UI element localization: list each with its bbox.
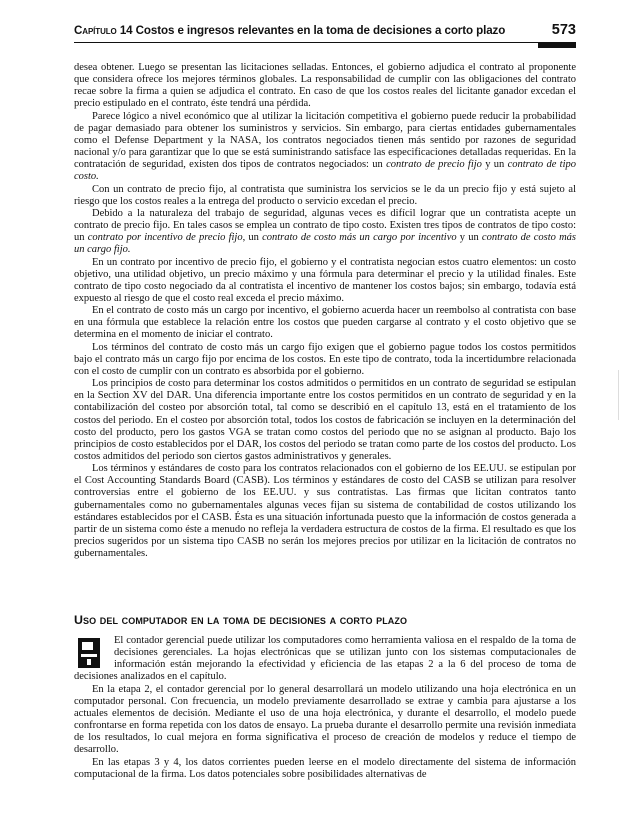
section-paragraph: En las etapas 3 y 4, los datos corrientes pueden leerse en el modelo directamente del sistema de información computacional de la firma. Los datos potenciales sobre posibilidades alternativas de — [74, 756, 576, 780]
text-run: Con un contrato de precio fijo, al contratista que suministra los servicios se le da un precio fijo y está sujeto al riesgo que los costos reales a la entrega del producto o servicio excedan el precio. — [74, 183, 576, 207]
section-heading: Uso del computador en la toma de decisiones a corto plazo — [74, 613, 408, 627]
text-run: Los términos y estándares de costo para los contratos relacionados con el gobierno de los EE.UU. se estipulan por el Cost Accounting Standards Board (CASB). Los términos y estándares de costo del CASB se utilizan para resolver controversias entre el gobierno de los EE.UU. y sus contratistas. Las firmas que licitan contratos tanto gubernamentales como no gubernamentales algunas veces fijan su sistema de contabilidad de costos utilizando los estándares establecidos por el CASB. Ésta es una situación infortunada puesto que la información de costos generada a partir de un sistema como éste a menudo no refleja la verdadera estructura de costos de la firma. El resultado es que los precios sugeridos por un sistema tipo CASB no serán los mejores precios por utilizar en la licitación de contratos no gubernamentales. — [74, 463, 576, 560]
chapter-number: 14 — [119, 24, 133, 37]
body-paragraph — [74, 62, 576, 111]
body-paragraph — [74, 257, 576, 306]
running-header — [74, 22, 576, 44]
body-paragraph — [74, 305, 576, 341]
italic-term: contrato de precio fijo — [386, 159, 482, 171]
italic-term: contrato de costo más un cargo fijo. — [74, 232, 577, 256]
body-paragraph — [74, 184, 576, 208]
text-run: En un contrato por incentivo de precio fijo, el gobierno y el contratista negocian estos cuatro elementos: un costo objetivo, una utilidad objetivo, un precio máximo y una fórmula para determinar el precio y la utilidad finales. Este contrato de tipo costo negociado da al contratista el incentivo de mantener los costos bajos; sin embargo, todavía está expuesto al riesgo de que el costo real exceda el precio máximo. — [74, 256, 576, 304]
italic-term: contrato de costo más un cargo por incentivo — [262, 232, 457, 244]
icon-float-spacer — [74, 635, 114, 671]
header-tab-mark — [538, 42, 576, 48]
text-run: Debido a la naturaleza del trabajo de seguridad, algunas veces es difícil lograr que un contratista acepte un contrato de precio fijo. En tales casos se emplea un contrato de tipo costo. Existen tres tipos de contratos de tipo costo: un — [74, 207, 576, 244]
page-number: 573 — [551, 22, 576, 38]
text-run: y un — [456, 232, 482, 244]
section-paragraph: En la etapa 2, el contador gerencial por lo general desarrollará un modelo utilizando una hoja electrónica en un computador personal. Con frecuencia, un modelo previamente desarrollado se extrae y cambia para ajustarse a los actuales elementos de decisión. Mediante el uso de una hoja electrónica, y durante el desarrollo, el modelo puede confrontarse en forma repetida con los datos de ensayo. La prueba durante el desarrollo permite una revisión inmediata de los resultados, lo cual mejora en forma significativa el proceso de creación de modelos y reduce el tiempo de desarrollo. — [74, 683, 576, 756]
italic-term: contrato por incentivo de precio fijo — [87, 232, 243, 244]
chapter-label: Capítulo — [74, 24, 117, 37]
text-run: Parece lógico a nivel económico que al utilizar la licitación competitiva el gobierno puede reducir la probabilidad de pagar demasiado para obtener los suministros y servicios. Sin embargo, para ciertas entidades gubernamentales como el Defense Department y la NASA, los contratos negociados tienen más sentido por razones de seguridad nacional y/o para garantizar que lo que se está suministrando satisface las especificaciones detalladas requeridas. En la contratación de seguridad, existen dos tipos de contratos negociados: un — [74, 110, 576, 171]
section-body — [74, 635, 576, 781]
text-run: En el contrato de costo más un cargo por incentivo, el gobierno acuerda hacer un reembolso al contratista con base en una fórmula que establece la relación entre los costos que pueden cargarse al contrato y el costo objetivo que se determina en el momento de iniciar el contrato. — [74, 305, 576, 341]
margin-mark — [618, 370, 619, 420]
body-paragraph — [74, 463, 576, 560]
chapter-title: Costos e ingresos relevantes en la toma de decisiones a corto plazo — [135, 24, 506, 37]
body-paragraph — [74, 342, 576, 378]
text-run: desea obtener. Luego se presentan las licitaciones selladas. Entonces, el gobierno adjudica el contrato al proponente que considera ofrece los mejores términos globales. La responsabilidad de cumplir con las obligaciones del contrato recae sobre la firma a quien se adjudica el contrato. En caso de que los costos reales del licitante ganador excedan el precio estipulado en el contrato, éste tendrá una pérdida. — [74, 62, 576, 110]
chapter-heading — [74, 24, 505, 37]
body-text — [74, 62, 576, 560]
body-paragraph — [74, 378, 576, 463]
body-paragraph — [74, 111, 576, 184]
text-run: , un — [242, 232, 263, 244]
body-paragraph — [74, 208, 576, 257]
text-run: Los términos del contrato de costo más un cargo fijo exigen que el gobierno pague todos los costos permitidos bajo el contrato más un cargo fijo por encima de los costos. En este tipo de contrato, toda la incertidumbre relacionada con el costo de cumplir con un contrato es absorbida por el gobierno. — [74, 341, 576, 377]
section-paragraph: El contador gerencial puede utilizar los computadores como herramienta valiosa en el respaldo de la toma de decisiones gerenciales. La hojas electrónicas que se utilizan junto con los sistemas computacionales de información están mejorando la efectividad y eficiencia de las etapas 2 a la 6 del proceso de toma de decisiones analizados en el capítulo. — [74, 635, 576, 683]
text-run: y un — [481, 159, 508, 171]
italic-term: contrato de tipo costo. — [74, 159, 577, 183]
text-run: Los principios de costo para determinar los costos admitidos o permitidos en un contrato de seguridad se estipulan en la Section XV del DAR. Una diferencia importante entre los costos permitidos en un contrato de seguridad y en la contabilización del costeo por absorción total, tal como se describió en el capítulo 13, está en el tratamiento de los costos del periodo. En el costeo por absorción total, todos los costos de fabricación se incluyen en la determinación del costo del producto, pero los gastos VGA se tratan como costos del periodo que no se asignan al producto. Bajo los principios de costo establecidos por el DAR, los costos del periodo se tratan como parte de los costos del producto. Los costos admitidos del periodo son ciertos gastos administrativos y generales. — [74, 378, 576, 462]
header-rule — [74, 42, 576, 43]
